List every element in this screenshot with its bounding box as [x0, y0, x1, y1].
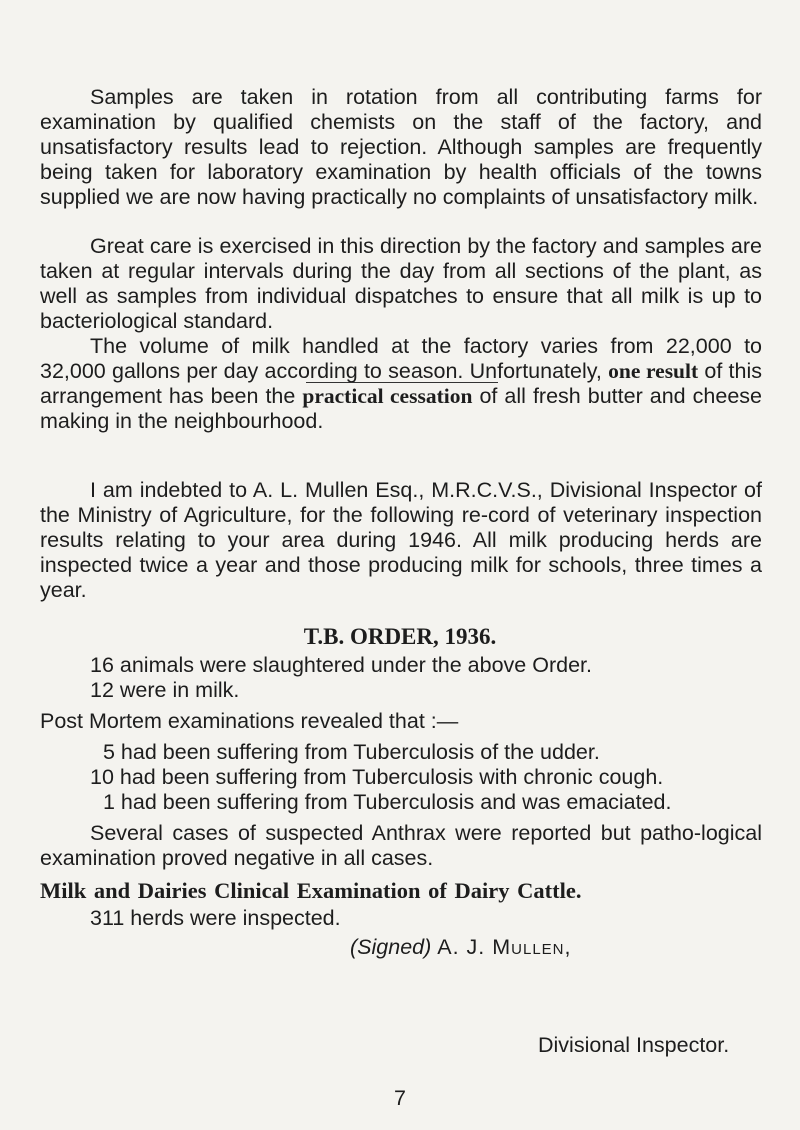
paragraph-sampling: Samples are taken in rotation from all contributing farms for examination by qualified chemists on the staff of the factory, and unsatisfactory results lead to rejection. Although samples are frequently being taken for laboratory examination by health officials of the towns supplied we are now having practically no complaints of unsatisfactory milk. — [40, 85, 762, 209]
dairy-herds-line: 311 herds were inspected. — [90, 906, 341, 930]
section-divider — [306, 382, 498, 383]
signed-label: (Signed) — [350, 935, 432, 959]
paragraph-volume — [40, 334, 762, 434]
signature-name: A. J. Mullen, — [437, 935, 572, 959]
page-number: 7 — [394, 1086, 406, 1110]
signature-title: Divisional Inspector. — [538, 1033, 730, 1057]
paragraph-care: Great care is exercised in this direction by the factory and samples are taken at regular intervals during the day from all sections of the plant, as well as samples from individual dispatches to ensure that all milk is up to bacteriological standard. — [40, 234, 762, 333]
signature-line — [350, 935, 571, 960]
post-mortem-item: 5 had been suffering from Tuberculosis of the udder. — [103, 740, 600, 764]
post-mortem-item: 10 had been suffering from Tuberculosis with chronic cough. — [90, 765, 664, 789]
paragraph-anthrax: Several cases of suspected Anthrax were reported but patho-logical examination proved negative in all cases. — [40, 821, 762, 870]
post-mortem-intro: Post Mortem examinations revealed that :— — [40, 709, 459, 733]
volume-bold-one-result: one result — [608, 359, 699, 383]
volume-text-a: The volume of milk handled at the factory varies from 22,000 to 32,000 gallons per day according to season. Unfortunately, — [40, 334, 762, 383]
post-mortem-item: 1 had been suffering from Tuberculosis and was emaciated. — [103, 790, 672, 814]
tb-slaughtered-line: 16 animals were slaughtered under the above Order. — [90, 653, 592, 677]
volume-bold-cessation: practical cessation — [302, 384, 473, 408]
volume-text-b: of this arrangement has been the — [40, 359, 762, 408]
tb-order-heading: T.B. ORDER, 1936. — [303, 624, 497, 649]
tb-milk-line: 12 were in milk. — [90, 678, 240, 702]
dairy-heading: Milk and Dairies Clinical Examination of Dairy Cattle. — [40, 878, 582, 903]
volume-text-c: of all fresh butter and cheese making in the neighbourhood. — [40, 384, 762, 433]
paragraph-indebted: I am indebted to A. L. Mullen Esq., M.R.C.V.S., Divisional Inspector of the Ministry of Agriculture, for the following re-cord of veterinary inspection results relating to your area during 1946. All milk producing herds are inspected twice a year and those producing milk for schools, three times a year. — [40, 478, 762, 602]
